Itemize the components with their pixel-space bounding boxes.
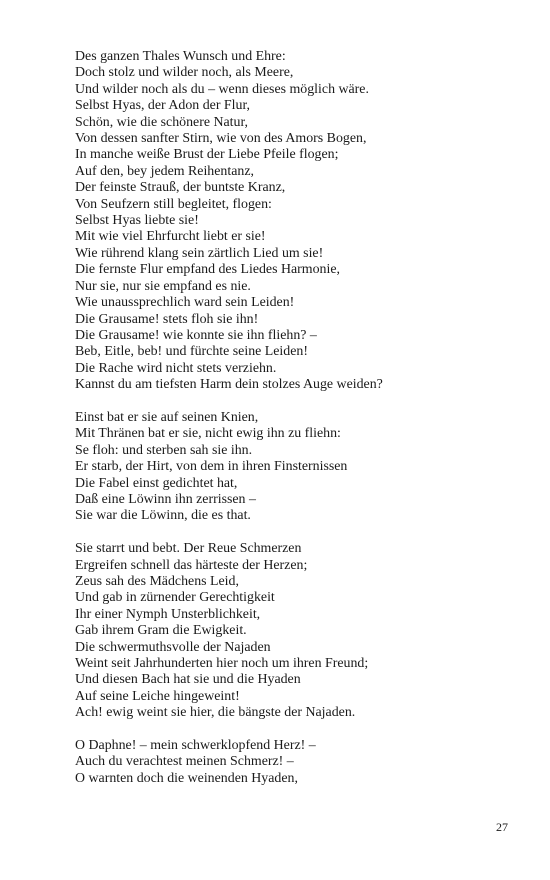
verse-line: In manche weiße Brust der Liebe Pfeile flogen;	[75, 147, 339, 163]
verse-line: Kannst du am tiefsten Harm dein stolzes Auge weiden?	[75, 377, 383, 393]
verse-line: Des ganzen Thales Wunsch und Ehre:	[75, 49, 286, 64]
verse-line: Die Rache wird nicht stets verziehn.	[75, 360, 277, 376]
verse-line: Weint seit Jahrhunderten hier noch um ihren Freund;	[75, 656, 369, 671]
verse-line: Mit Thränen bat er sie, nicht ewig ihn zu fliehn:	[75, 426, 341, 442]
verse-line: Der feinste Strauß, der buntste Kranz,	[75, 180, 286, 196]
verse-line: Und wilder noch als du – wenn dieses möglich wäre.	[75, 81, 369, 97]
verse-line: Ergreifen schnell das härteste der Herzen;	[75, 557, 308, 573]
verse-line: Auf seine Leiche hingeweint!	[75, 688, 240, 704]
verse-line: Se floh: und sterben sah sie ihn.	[75, 442, 253, 458]
verse-line: Auch du verachtest meinen Schmerz! –	[75, 754, 294, 770]
verse-line: Gab ihrem Gram die Ewigkeit.	[75, 623, 247, 639]
verse-line: Von Seufzern still begleitet, flogen:	[75, 196, 272, 212]
verse-line: Die Fabel einst gedichtet hat,	[75, 475, 238, 491]
verse-line: Ihr einer Nymph Unsterblichkeit,	[75, 606, 261, 622]
verse-line: Ach! ewig weint sie hier, die bängste der Najaden.	[75, 705, 356, 721]
verse-line: Einst bat er sie auf seinen Knien,	[75, 409, 259, 425]
verse-line: Beb, Eitle, beb! und fürchte seine Leiden!	[75, 344, 308, 360]
verse-line: Die Grausame! wie konnte sie ihn fliehn? –	[75, 327, 317, 343]
stanza	[75, 738, 515, 787]
poem-text	[75, 49, 515, 804]
verse-line: Wie unaussprechlich ward sein Leiden!	[75, 295, 295, 311]
verse-line: Von dessen sanfter Stirn, wie von des Amors Bogen,	[75, 131, 367, 147]
verse-line: Mit wie viel Ehrfurcht liebt er sie!	[75, 229, 266, 245]
verse-line: Auf den, bey jedem Reihentanz,	[75, 163, 254, 179]
verse-line: Selbst Hyas liebte sie!	[75, 213, 199, 229]
verse-line: Die fernste Flur empfand des Liedes Harmonie,	[75, 262, 340, 278]
verse-line: Wie rührend klang sein zärtlich Lied um sie!	[75, 245, 324, 261]
verse-line: Schön, wie die schönere Natur,	[75, 114, 249, 130]
verse-line: Sie war die Löwinn, die es that.	[75, 508, 251, 524]
verse-line: Daß eine Löwinn ihn zerrissen –	[75, 491, 256, 507]
verse-line: Zeus sah des Mädchens Leid,	[75, 573, 239, 589]
stanza	[75, 49, 515, 394]
verse-line: Die schwermuthsvolle der Najaden	[75, 639, 271, 655]
verse-line: Sie starrt und bebt. Der Reue Schmerzen	[75, 541, 302, 557]
stanza	[75, 541, 515, 721]
verse-line: O warnten doch die weinenden Hyaden,	[75, 770, 298, 786]
verse-line: Er starb, der Hirt, von dem in ihren Finsternissen	[75, 459, 348, 475]
verse-line: Die Grausame! stets floh sie ihn!	[75, 311, 259, 327]
verse-line: Selbst Hyas, der Adon der Flur,	[75, 98, 250, 114]
verse-line: Nur sie, nur sie empfand es nie.	[75, 278, 251, 294]
verse-line: Und diesen Bach hat sie und die Hyaden	[75, 672, 301, 688]
page-number: 27	[496, 820, 508, 834]
verse-line: Und gab in zürnender Gerechtigkeit	[75, 590, 275, 606]
stanza	[75, 410, 515, 525]
verse-line: Doch stolz und wilder noch, als Meere,	[75, 65, 294, 81]
verse-line: O Daphne! – mein schwerklopfend Herz! –	[75, 738, 316, 754]
